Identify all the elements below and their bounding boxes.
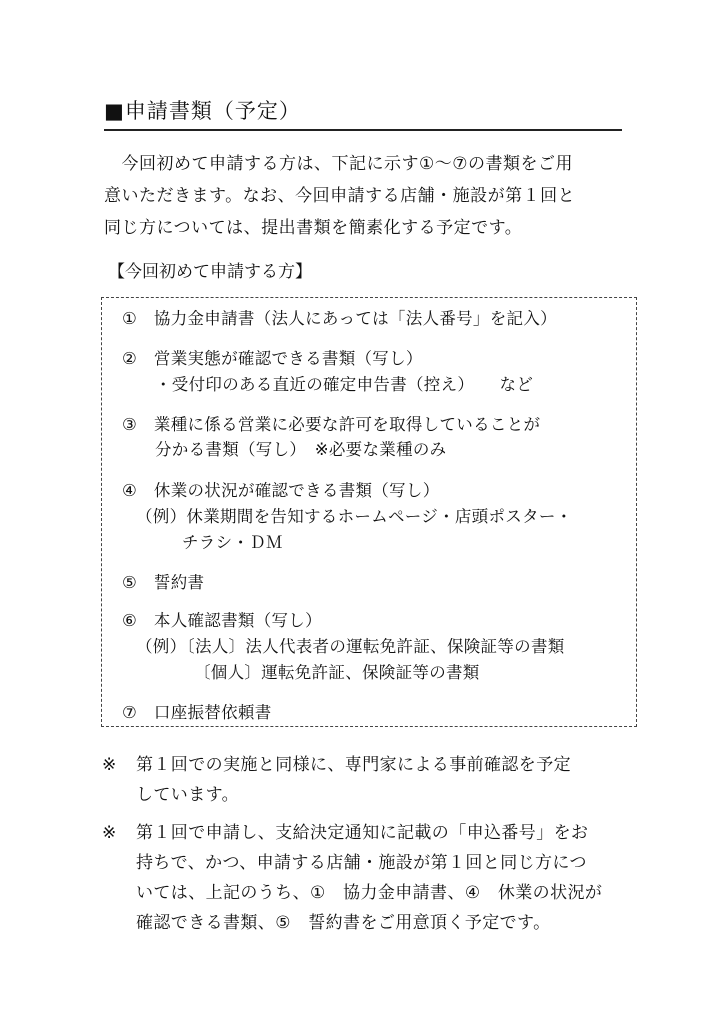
- intro-line: 意いただきます。なお、今回申請する店舗・施設が第１回と: [104, 186, 576, 206]
- note-line: 第１回で申請し、支給決定通知に記載の「申込番号」をお: [136, 823, 589, 843]
- requirement-7: ⑦ 口座振替依頼書: [122, 703, 272, 722]
- intro-line: 同じ方については、提出書類を簡素化する予定です。: [104, 218, 523, 238]
- note-line: いては、上記のうち、① 協力金申請書、④ 休業の状況が: [136, 883, 603, 903]
- intro-line: 今回初めて申請する方は、下記に示す①～⑦の書類をご用: [104, 154, 573, 174]
- requirement-6: ⑥ 本人確認書類（写し）: [122, 611, 322, 630]
- note-line: 第１回での実施と同様に、専門家による事前確認を予定: [136, 755, 571, 775]
- title-underline: [104, 129, 622, 131]
- requirement-4-example: （例）休業期間を告知するホームページ・店頭ポスター・: [136, 507, 573, 526]
- requirement-1: ① 協力金申請書（法人にあっては「法人番号」を記入）: [122, 309, 557, 328]
- requirement-2-detail: ・受付印のある直近の確定申告書（控え） など: [155, 375, 534, 394]
- note-line: 確認できる書類、⑤ 誓約書をご用意頂く予定です。: [136, 913, 551, 933]
- section-label: 【今回初めて申請する方】: [108, 262, 312, 282]
- requirement-4: ④ 休業の状況が確認できる書類（写し）: [122, 481, 440, 500]
- requirement-6-example-corp: （例）〔法人〕法人代表者の運転免許証、保険証等の書類: [136, 637, 565, 656]
- requirement-5: ⑤ 誓約書: [122, 573, 205, 592]
- requirement-2: ② 営業実態が確認できる書類（写し）: [122, 349, 423, 368]
- note-mark: ※: [102, 823, 117, 843]
- note-mark: ※: [102, 755, 117, 775]
- intro-paragraph: [104, 148, 634, 244]
- note-line: しています。: [136, 785, 240, 805]
- requirement-3-detail: 分かる書類（写し） ※必要な業種のみ: [155, 440, 447, 459]
- requirement-3: ③ 業種に係る営業に必要な許可を取得していることが: [122, 415, 541, 434]
- note-line: 持ちで、かつ、申請する店舗・施設が第１回と同じ方につ: [136, 853, 587, 873]
- page-title: ■申請書類（予定）: [104, 99, 301, 123]
- requirement-4-example-cont: チラシ・ＤＭ: [182, 533, 283, 552]
- requirement-6-example-individual: 〔個人〕運転免許証、保険証等の書類: [194, 663, 480, 682]
